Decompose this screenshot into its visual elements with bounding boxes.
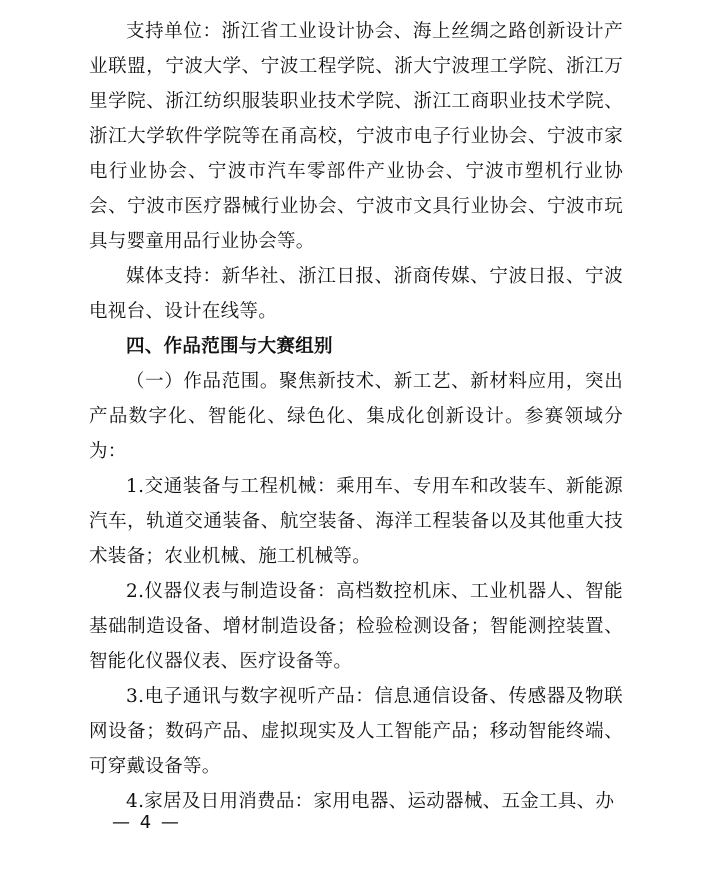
support-units-paragraph: 支持单位：浙江省工业设计协会、海上丝绸之路创新设计产业联盟，宁波大学、宁波工程学院、浙大宁波理工学院、浙江万里学院、浙江纺织服装职业技术学院、浙江工商职业技术学院、浙江大学软件学院等在甬高校，宁波市电子行业协会、宁波市家电行业协会、宁波市汽车零部件产业协会、宁波市塑机行业协会、宁波市医疗器械行业协会、宁波市文具行业协会、宁波市玩具与婴童用品行业协会等。	[89, 21, 623, 252]
page-number: — 4 —	[112, 812, 181, 833]
item-3-paragraph: 3.电子通讯与数字视听产品：信息通信设备、传感器及物联网设备；数码产品、虚拟现实及人工智能产品；移动智能终端、可穿戴设备等。	[89, 686, 623, 777]
media-support-paragraph: 媒体支持：新华社、浙江日报、浙商传媒、宁波日报、宁波电视台、设计在线等。	[89, 266, 623, 322]
scope-intro-paragraph: （一）作品范围。聚焦新技术、新工艺、新材料应用，突出产品数字化、智能化、绿色化、集成化创新设计。参赛领域分为：	[89, 371, 623, 462]
document-body	[89, 14, 623, 819]
section-heading: 四、作品范围与大赛组别	[126, 336, 333, 357]
item-2-paragraph: 2.仪器仪表与制造设备：高档数控机床、工业机器人、智能基础制造设备、增材制造设备；检验检测设备；智能测控装置、智能化仪器仪表、医疗设备等。	[89, 581, 623, 672]
item-4-paragraph: 4.家居及日用消费品：家用电器、运动器械、五金工具、办	[126, 791, 615, 812]
item-1-paragraph: 1.交通装备与工程机械：乘用车、专用车和改装车、新能源汽车，轨道交通装备、航空装备、海洋工程装备以及其他重大技术装备；农业机械、施工机械等。	[89, 476, 623, 567]
